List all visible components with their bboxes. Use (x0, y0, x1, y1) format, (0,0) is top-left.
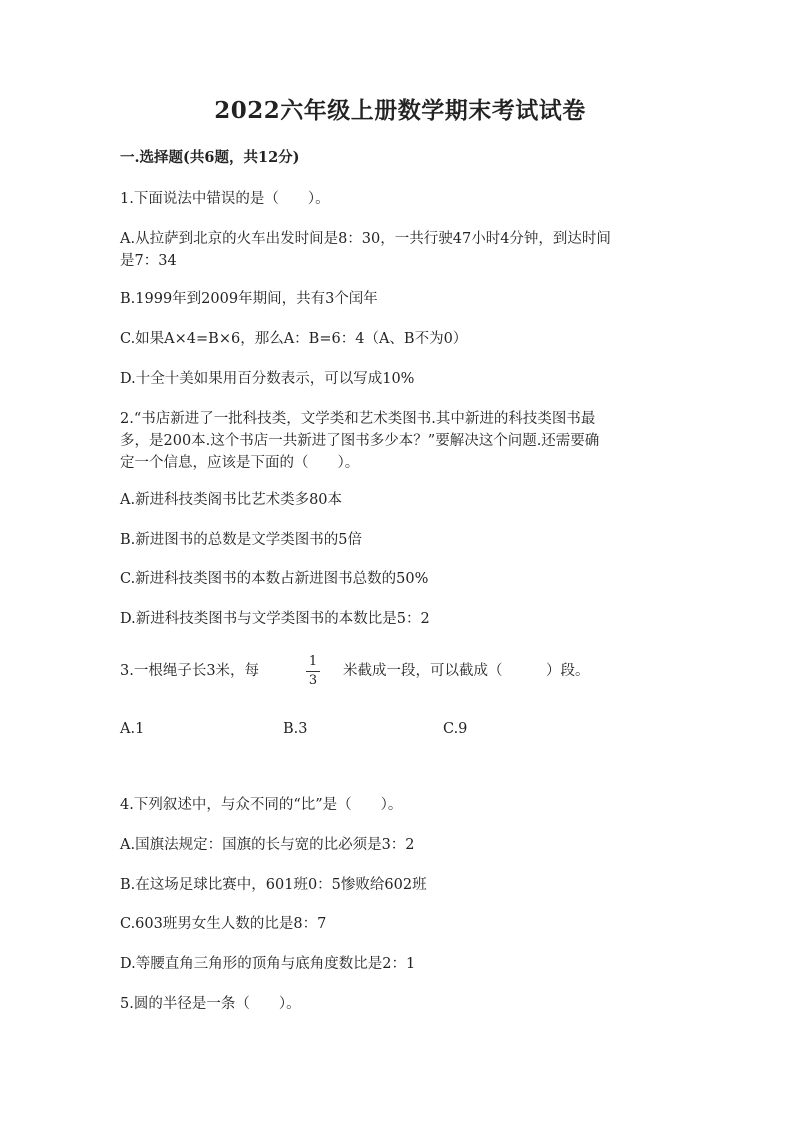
question-2-option-c: C.新进科技类图书的本数占新进图书总数的50% (120, 571, 429, 587)
question-2-stem: 2.“书店新进了一批科技类，文学类和艺术类图书.其中新进的科技类图书最 (120, 411, 596, 427)
question-3-option-b: B.3 (283, 721, 308, 737)
question-4-option-d: D.等腰直角三角形的顶角与底角度数比是2：1 (120, 956, 416, 972)
question-1-option-d: D.十全十美如果用百分数表示，可以写成10% (120, 371, 415, 387)
question-1-stem: 1.下面说法中错误的是（ ）。 (120, 191, 330, 207)
fraction-denominator: 3 (308, 673, 318, 688)
question-3-fraction (303, 653, 323, 690)
question-1-option-a: A.从拉萨到北京的火车出发时间是8：30，一共行驶47小时4分钟，到达时间 (120, 231, 611, 247)
question-4-option-c: C.603班男女生人数的比是8：7 (120, 916, 327, 932)
question-4-option-b: B.在这场足球比赛中，601班0：5惨败给602班 (120, 877, 427, 893)
question-2-option-b: B.新进图书的总数是文学类图书的5倍 (120, 532, 362, 548)
question-2-option-a: A.新进科技类阁书比艺术类多80本 (120, 492, 343, 508)
question-3-option-a: A.1 (120, 721, 145, 737)
question-5-stem: 5.圆的半径是一条（ ）。 (120, 996, 301, 1012)
question-2-stem-cont-1: 多，是200本.这个书店一共新进了图书多少本？”要解决这个问题.还需要确 (120, 433, 600, 449)
fraction-numerator: 1 (308, 654, 318, 669)
page-title: 2022六年级上册数学期末考试试卷 (214, 97, 586, 124)
question-1-option-c: C.如果A×4=B×6，那么A：B=6：4（A、B不为0） (120, 331, 468, 347)
question-3-option-c: C.9 (443, 721, 468, 737)
question-1-option-a-cont: 是7：34 (120, 253, 177, 269)
question-3-stem-cont: 米截成一段，可以截成（ ）段。 (343, 663, 590, 679)
question-2-stem-cont-2: 定一个信息，应该是下面的（ ）。 (120, 455, 360, 471)
question-2-option-d: D.新进科技类图书与文学类图书的本数比是5：2 (120, 611, 430, 627)
question-4-option-a: A.国旗法规定：国旗的长与宽的比必须是3：2 (120, 837, 415, 853)
question-4-stem: 4.下列叙述中，与众不同的“比”是（ ）。 (120, 797, 403, 813)
question-3-stem: 3.一根绳子长3米，每 (120, 663, 260, 679)
question-1-option-b: B.1999年到2009年期间，共有3个闰年 (120, 291, 378, 307)
section-heading: 一.选择题(共6题，共12分) (120, 149, 300, 166)
